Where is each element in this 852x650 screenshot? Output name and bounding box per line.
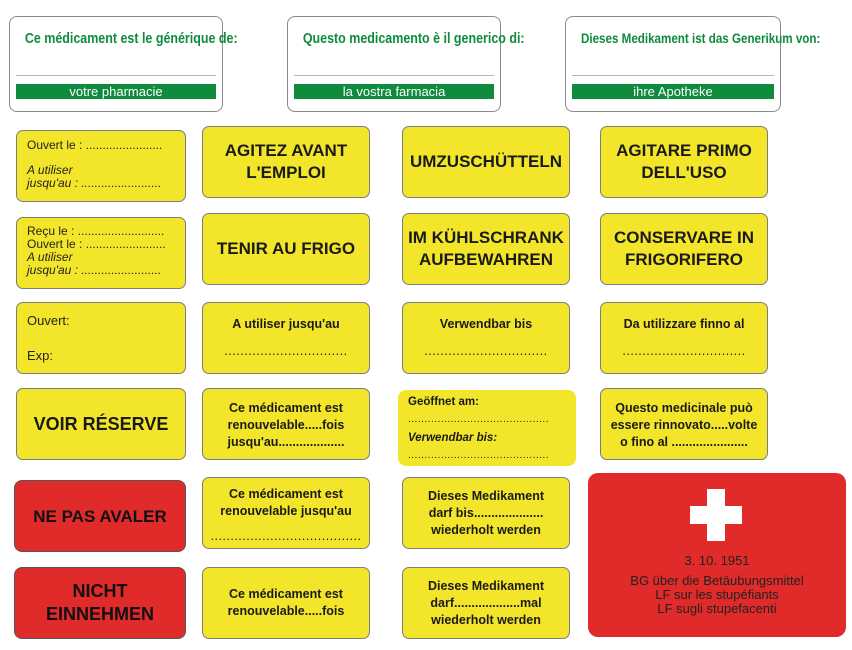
generic-label-fr [9,16,238,112]
dots-line: ........................................... [408,450,549,461]
open-exp-label [16,302,186,374]
opened-de-label [398,390,576,466]
use-until-title-fr: A utiliser jusqu'au [232,317,340,331]
write-line [572,75,774,76]
open-line: Ouvert: [27,313,70,328]
dots-line: ........................................... [408,414,549,425]
generic-bar-fr: votre pharmacie [16,84,216,99]
opened-de-title: Geöffnet am: [408,396,479,408]
dots-line: ............................... [224,344,348,358]
use-until-title-it: Da utilizzare finno al [623,317,745,331]
renew-line2: renouvelable.....fois [227,418,345,432]
generic-title-it: Questo medicamento è il generico di: [302,31,525,47]
repeat-until-de [402,477,570,549]
write-line [16,75,216,76]
renew-count-fr [202,567,370,639]
voir-reserve-label [16,388,186,460]
repeat-line2: darf bis.................... [428,505,544,520]
fridge-label-it [600,213,768,285]
renew-it-line3: o fino al ...................... [620,435,748,449]
repeat-line1: Dieses Medikament [427,488,545,503]
dots-line: ............................... [424,344,548,358]
opened-label [16,130,186,202]
renew-line1: Ce médicament est [229,401,343,415]
renew-it-line1: Questo medicinale può [615,401,753,415]
opened-line: Ouvert le : ........................ [27,237,166,251]
generic-label-it [287,16,525,112]
dots-line: ...................................... [210,529,362,543]
renew-it-label [600,388,768,460]
renew-line1: Ce médicament est [229,487,343,501]
shake-label-fr [202,126,370,198]
voir-reserve-text: VOIR RÉSERVE [33,414,169,434]
renew-line3: jusqu'au................... [227,435,345,449]
write-line [294,75,494,76]
repeat-line2: darf...................mal [430,595,542,610]
repeat-line1: Dieses Medikament [427,578,545,593]
dots-line: ............................... [622,344,746,358]
narcotics-label [588,473,846,637]
use-until-title-de: Verwendbar bis [439,317,533,331]
shake-label-de [402,126,570,198]
fridge-label-de [402,213,570,285]
until-line: jusqu'au : ........................ [27,263,162,277]
verwendbar-title: Verwendbar bis: [408,432,498,444]
opened-line: Ouvert le : ....................... [27,138,163,152]
shake-label-it [600,126,768,198]
repeat-count-de [402,567,570,639]
nicht-einnehmen-label [14,567,186,639]
ne-pas-avaler-label [14,480,186,552]
generic-bar-de: ihre Apotheke [572,84,774,99]
fridge-text-it: CONSERVARE IN FRIGORIFERO [613,228,755,269]
fridge-label-fr [202,213,370,285]
shake-text-de: UMZUSCHÜTTELN [409,152,563,171]
renew-line1: Ce médicament est [229,587,343,601]
received-label [16,217,186,289]
nicht-einnehmen-text: NICHT EINNEHMEN [45,581,154,624]
narcotics-line3: LF sugli stupefacenti [657,601,777,616]
shake-text-fr: AGITEZ AVANT L'EMPLOI [224,141,348,182]
repeat-line3: wiederholt werden [431,612,541,627]
swiss-cross-icon [690,489,742,541]
received-line: Reçu le : .......................... [27,224,165,238]
renew-it-line2: essere rinnovato.....volte [610,418,758,432]
fridge-text-fr: TENIR AU FRIGO [216,239,356,258]
generic-title-de: Dieses Medikament ist das Generikum von: [580,31,821,46]
use-label: A utiliser [27,163,73,177]
generic-bar-it: la vostra farmacia [294,84,494,99]
renew-line2: renouvelable.....fois [227,604,345,618]
use-label: A utiliser [27,250,73,264]
fridge-text-de: IM KÜHLSCHRANK AUFBEWAHREN [408,228,564,269]
renew-times-until-fr [202,388,370,460]
use-until-fr [202,302,370,374]
renew-until-fr [202,477,370,549]
generic-title-fr: Ce médicament est le générique de: [24,31,238,47]
narcotics-line1: BG über die Betäubungsmittel [630,573,804,588]
ne-pas-avaler-text: NE PAS AVALER [33,506,167,526]
renew-line2: renouvelable jusqu'au [220,504,352,518]
repeat-line3: wiederholt werden [431,522,541,537]
shake-text-it: AGITARE PRIMO DELL'USO [616,141,752,182]
generic-label-de [565,16,821,112]
use-until-it [600,302,768,374]
use-until-de [402,302,570,374]
narcotics-date: 3. 10. 1951 [684,553,750,568]
until-line: jusqu'au : ........................ [27,176,162,190]
narcotics-line2: LF sur les stupéfiants [655,587,779,602]
exp-line: Exp: [27,348,54,363]
